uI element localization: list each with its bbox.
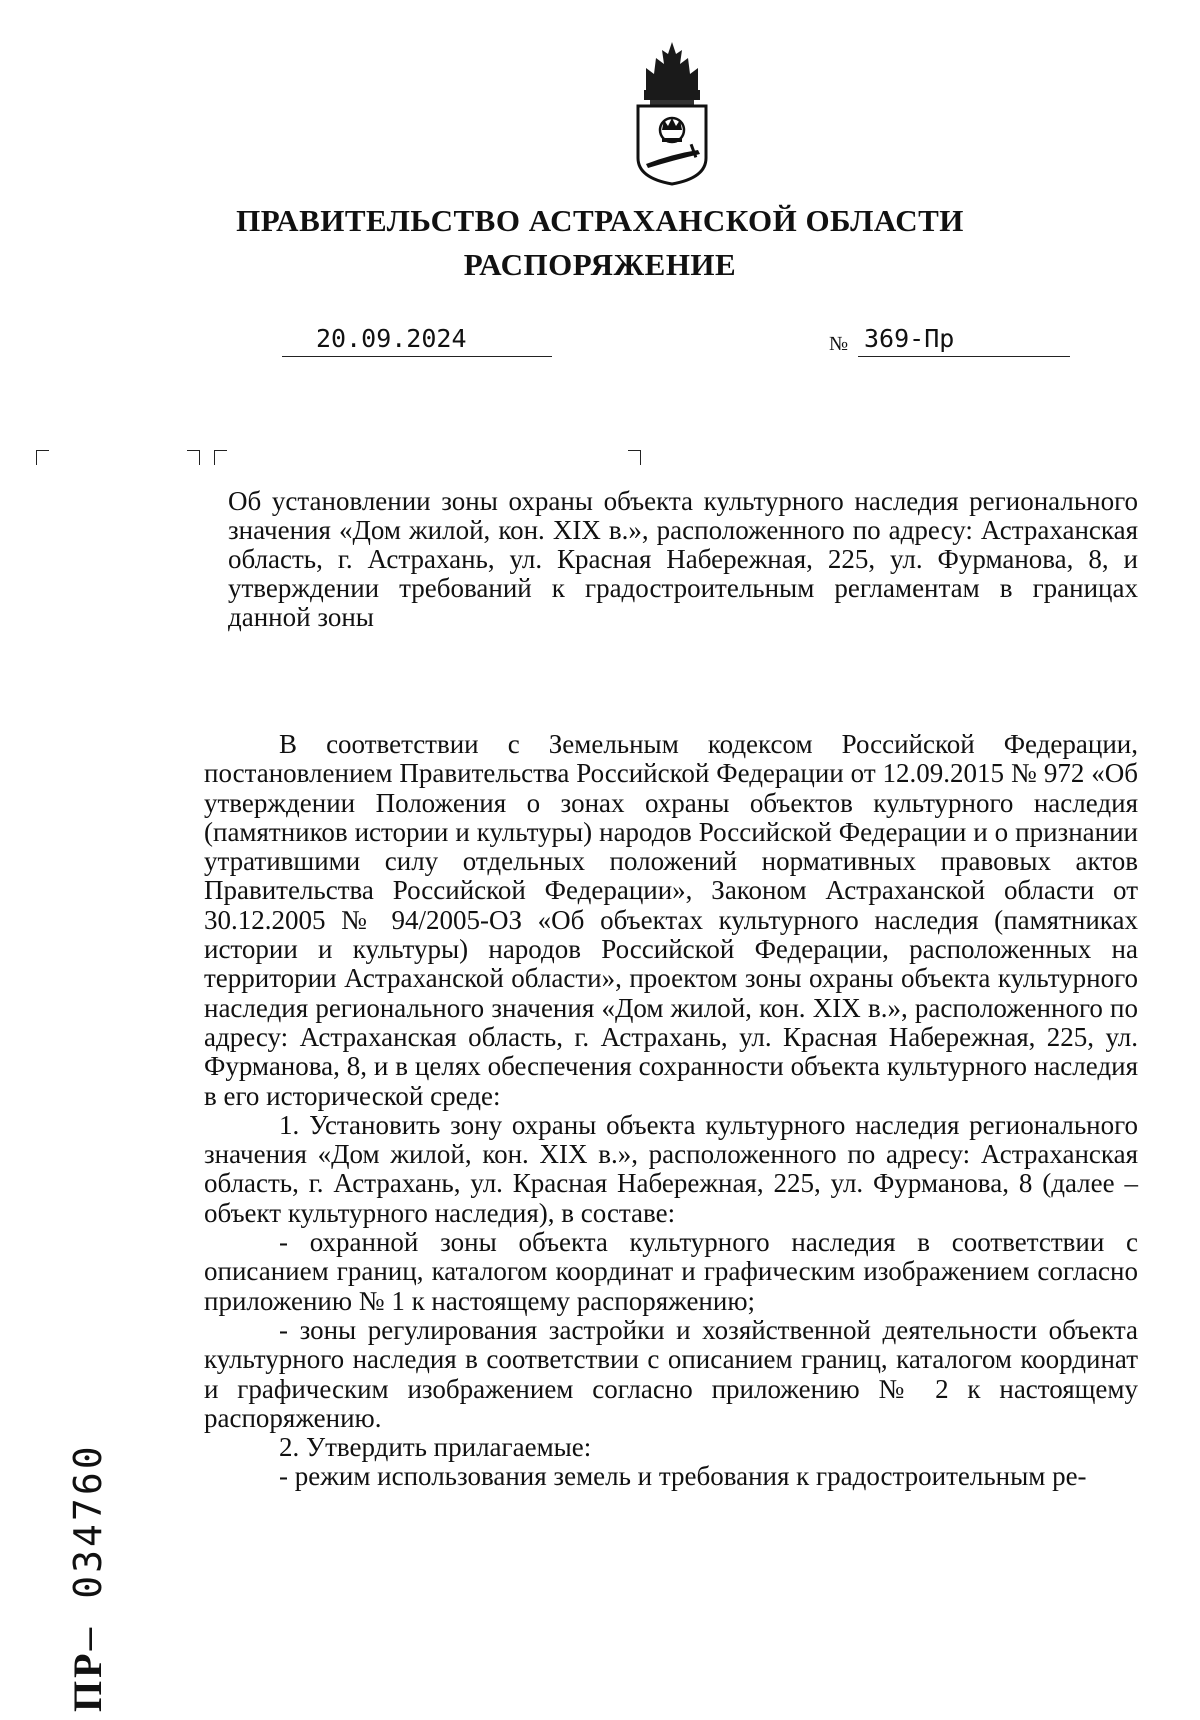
stamp-prefix: ПР bbox=[65, 1650, 110, 1712]
document-type-title: РАСПОРЯЖЕНИЕ bbox=[463, 247, 737, 282]
clause-2-item-1: - режим использования земель и требования к градостроительным ре- bbox=[279, 1461, 1087, 1492]
preamble-paragraph: В соответствии с Земельным кодексом Российской Федерации, постановлением Правительства Российской Федерации от 12.09.2015 № 972 «Об утверждении Положения о зонах охраны объектов культурного наследия (памятников истории и культуры) народов Российской Федерации и о признании утратившими силу отдельных положений нормативных правовых актов Правительства Российской Федерации», Законом Астраханской области от 30.12.2005 № 94/2005-ОЗ «Об объектах культурного наследия (памятниках истории и культуры) народов Российской Федерации, расположенных на территории Астраханской области», проектом зоны охраны объекта культурного наследия регионального значения «Дом жилой, кон. XIX в.», расположенного по адресу: Астраханская область, г. Астрахань, ул. Красная Набережная, 225, ул. Фурманова, 8, и в целях обеспечения сохранности объекта культурного наследия в его исторической среде: bbox=[204, 729, 1138, 1111]
clause-2-paragraph: 2. Утвердить прилагаемые: bbox=[279, 1432, 592, 1463]
stamp-number: – 034760 bbox=[66, 1443, 110, 1651]
corner-mark-subject-left bbox=[214, 450, 227, 465]
document-subject: Об установлении зоны охраны объекта культурного наследия регионального значения «Дом жилой, кон. XIX в.», расположенного по адресу: Астраханская область, г. Астрахань, ул. Красная Набережная, 225, ул. Фурманова, 8, и утверждении требований к градостроительным регламентам в границах данной зоны bbox=[228, 486, 1138, 632]
document-number: 369-Пр bbox=[864, 324, 955, 353]
registration-stamp bbox=[64, 1443, 111, 1712]
clause-1-paragraph: 1. Установить зону охраны объекта культурного наследия регионального значения «Дом жилой, кон. XIX в.», расположенного по адресу: Астраханская область, г. Астрахань, ул. Красная Набережная, 225, ул. Фурманова, 8 (далее – объект культурного наследия), в составе: bbox=[204, 1109, 1138, 1228]
number-label: № bbox=[829, 333, 849, 355]
coat-of-arms-icon bbox=[628, 40, 716, 186]
corner-mark-top-right-a bbox=[187, 450, 200, 465]
corner-mark-top-left bbox=[36, 450, 49, 465]
clause-1-item-2: - зоны регулирования застройки и хозяйственной деятельности объекта культурного наследия в соответствии с описанием границ, каталогом координат и графическим изображением согласно приложению № 2 к настоящему распоряжению. bbox=[204, 1314, 1138, 1433]
date-field bbox=[282, 324, 552, 357]
corner-mark-subject-right bbox=[628, 450, 641, 465]
document-body bbox=[204, 730, 1138, 1492]
document-date: 20.09.2024 bbox=[316, 324, 467, 353]
clause-1-item-1: - охранной зоны объекта культурного наследия в соответствии с описанием границ, каталогом координат и графическим изображением согласно приложению № 1 к настоящему распоряжению; bbox=[204, 1227, 1138, 1316]
number-field bbox=[858, 324, 1070, 357]
organization-title: ПРАВИТЕЛЬСТВО АСТРАХАНСКОЙ ОБЛАСТИ bbox=[236, 203, 964, 238]
